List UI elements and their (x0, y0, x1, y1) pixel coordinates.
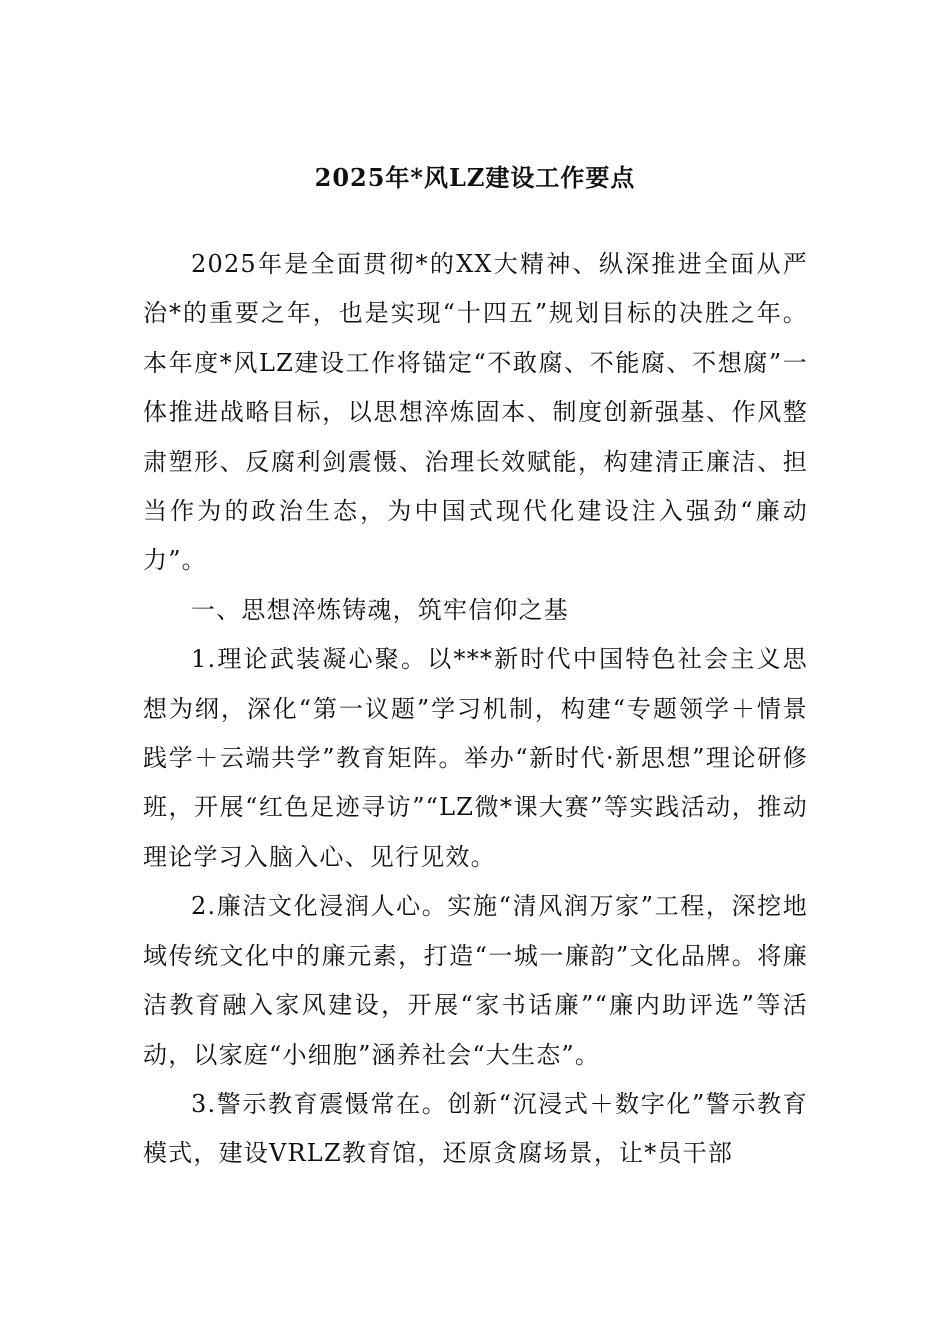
item-paragraph-3: 3.警示教育震慑常在。创新“沉浸式＋数字化”警示教育模式，建设VRLZ教育馆，还原贪腐场景，让*员干部 (143, 1089, 808, 1168)
item-paragraph-1: 1.理论武装凝心聚。以***新时代中国特色社会主义思想为纲，深化“第一议题”学习机制，构建“专题领学＋情景践学＋云端共学”教育矩阵。举办“新时代·新思想”理论研修班，开展“红色足迹寻访”“LZ微*课大赛”等实践活动，推动理论学习入脑入心、见行见效。 (143, 645, 808, 871)
document-title: 2025年*风LZ建设工作要点 (314, 163, 636, 192)
item-paragraph-2: 2.廉洁文化浸润人心。实施“清风润万家”工程，深挖地域传统文化中的廉元素，打造“一城一廉韵”文化品牌。将廉洁教育融入家风建设，开展“家书话廉”“廉内助评选”等活动，以家庭“小细胞”涵养社会“大生态”。 (143, 892, 808, 1069)
section-heading-1: 一、思想淬炼铸魂，筑牢信仰之基 (191, 595, 569, 624)
intro-paragraph: 2025年是全面贯彻*的XX大精神、纵深推进全面从严治*的重要之年，也是实现“十四五”规划目标的决胜之年。本年度*风LZ建设工作将锚定“不敢腐、不能腐、不想腐”一体推进战略目标，以思想淬炼固本、制度创新强基、作风整肃塑形、反腐利剑震慑、治理长效赋能，构建清正廉洁、担当作为的政治生态，为中国式现代化建设注入强劲“廉动力”。 (143, 250, 808, 575)
document-body (143, 240, 808, 1179)
